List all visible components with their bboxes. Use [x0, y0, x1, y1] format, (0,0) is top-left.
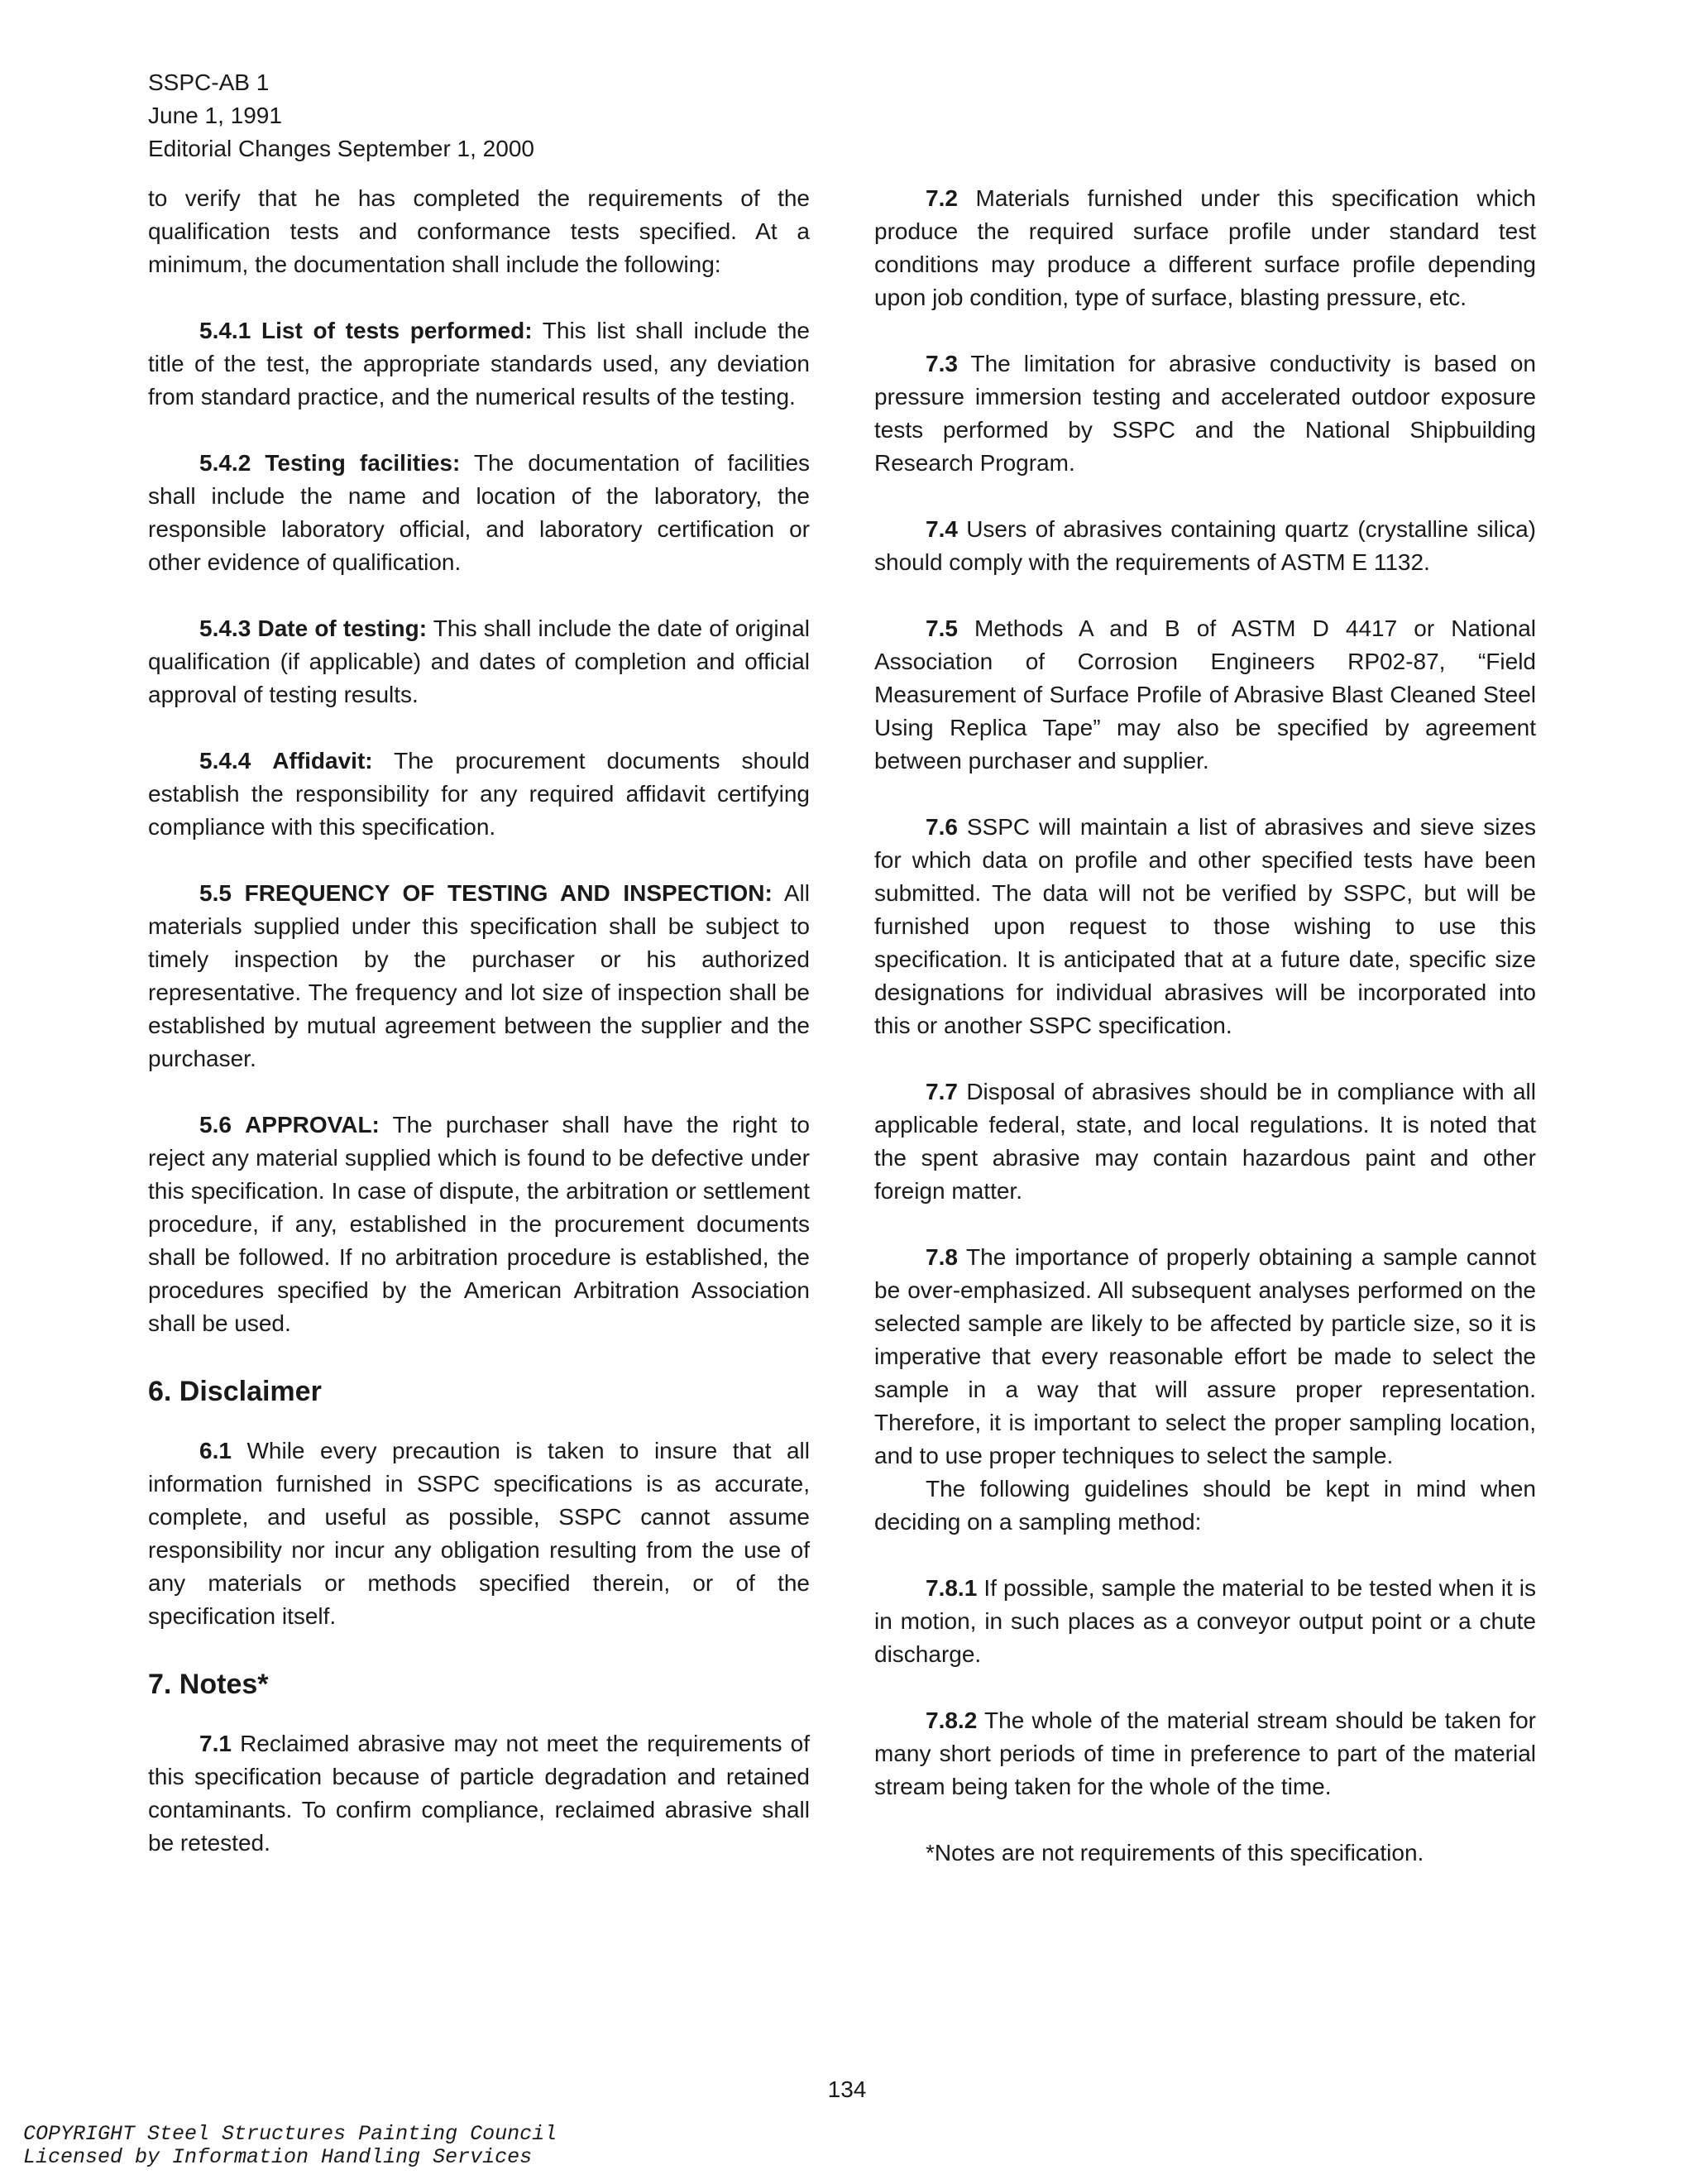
page-number: 134: [827, 2076, 867, 2102]
paragraph-7-8: [874, 1241, 1536, 1473]
section-number: 5.5: [199, 880, 232, 906]
section-head: APPROVAL:: [245, 1112, 380, 1138]
editorial-changes-date: Editorial Changes September 1, 2000: [148, 136, 534, 161]
paragraph-text: The importance of properly obtaining a sample cannot be over-emphasized. All subsequent analyses performed on the selected sample are likely to be affected by particle size, so it is imperative that every reasonable effort be made to select the sample in a way that will assure proper representation. Therefore, it is important to select the proper sampling location, and to use proper techniques to select the sample.: [874, 1244, 1536, 1468]
section-number: 7.1: [199, 1731, 232, 1756]
section-head: Testing facilities:: [265, 450, 461, 476]
section-number: 5.4.4: [199, 748, 251, 774]
paragraph-7-5: [874, 612, 1536, 778]
section-number: 7.4: [926, 516, 958, 542]
paragraph-5-6: [148, 1109, 810, 1340]
section-head: Date of testing:: [257, 615, 428, 641]
section-number: 7.2: [926, 185, 958, 211]
paragraph-text: Reclaimed abrasive may not meet the requirements of this specification because of particle degradation and retained contaminants. To confirm compliance, reclaimed abrasive shall be retested.: [148, 1731, 810, 1856]
paragraph-6-1: [148, 1434, 810, 1633]
paragraph-text: The documentation of facilities shall include the name and location of the laboratory, the responsible laboratory official, and laboratory certification or other evidence of qualification.: [148, 450, 811, 575]
paragraph-7-7: [874, 1075, 1536, 1208]
section-head: List of tests performed:: [261, 318, 533, 343]
paragraph-text: Disposal of abrasives should be in compliance with all applicable federal, state, and local regulations. It is noted that the spent abrasive may contain hazardous paint and other foreign matter.: [874, 1079, 1536, 1204]
section-6-heading: 6. Disclaimer: [148, 1376, 322, 1407]
paragraph-5-4-2: [148, 447, 810, 579]
right-column: [874, 182, 1536, 1870]
section-number: 7.8.2: [926, 1707, 978, 1733]
paragraph-text: Users of abrasives containing quartz (crystalline silica) should comply with the requirements of ASTM E 1132.: [874, 516, 1536, 575]
section-7-heading: 7. Notes*: [148, 1669, 269, 1700]
paragraph-5-4-4: [148, 745, 810, 844]
section-number: 5.4.3: [199, 615, 251, 641]
section-number: 5.6: [199, 1112, 232, 1138]
section-head: FREQUENCY OF TESTING AND INSPECTION:: [244, 880, 773, 906]
paragraph-text: If possible, sample the material to be tested when it is in motion, in such places as a conveyor output point or a chute discharge.: [874, 1575, 1536, 1667]
section-number: 7.5: [926, 615, 958, 641]
paragraph-text: This list shall include the title of the test, the appropriate standards used, any deviation from standard practice, and the numerical results of the testing.: [148, 318, 811, 410]
copyright-notice: [23, 2123, 557, 2169]
paragraph-7-3: [874, 347, 1536, 480]
paragraph-text: Materials furnished under this specification which produce the required surface profile under standard test conditions may produce a different surface profile depending upon job condition, type of surface, blasting pressure, etc.: [874, 185, 1536, 310]
section-number: 7.7: [926, 1079, 958, 1104]
paragraph-text: Methods A and B of ASTM D 4417 or National Association of Corrosion Engineers RP02-87, “Field Measurement of Surface Profile of Abrasive Blast Cleaned Steel Using Replica Tape” may also be specified by agreement between purchaser and supplier.: [874, 615, 1536, 774]
spec-date: June 1, 1991: [148, 103, 282, 128]
paragraph-7-6: [874, 811, 1536, 1042]
paragraph-text: The limitation for abrasive conductivity is based on pressure immersion testing and accelerated outdoor exposure tests performed by SSPC and the National Shipbuilding Research Program.: [874, 351, 1536, 476]
section-number: 7.8.1: [926, 1575, 978, 1601]
license-line: Licensed by Information Handling Services: [23, 2145, 533, 2169]
section-number: 7.6: [926, 814, 958, 840]
document-header: [148, 66, 534, 165]
paragraph-text: While every precaution is taken to insure that all information furnished in SSPC specifications is as accurate, complete, and useful as possible, SSPC cannot assume responsibility nor incur any obligation resulting from the use of any materials or methods specified therein, or of the specification itself.: [148, 1438, 810, 1629]
paragraph-text: This shall include the date of original qualification (if applicable) and dates of completion and official approval of testing results.: [148, 615, 811, 707]
section-head: Affidavit:: [272, 748, 373, 774]
paragraph-text: The procurement documents should establish the responsibility for any required affidavit certifying compliance with this specification.: [148, 748, 810, 840]
paragraph-5-5: [148, 877, 810, 1075]
paragraph-7-1: [148, 1727, 810, 1860]
section-number: 7.3: [926, 351, 958, 376]
paragraph-7-4: [874, 513, 1536, 579]
copyright-line: COPYRIGHT Steel Structures Painting Council: [23, 2122, 557, 2146]
section-number: 7.8: [926, 1244, 958, 1270]
paragraph-text: All materials supplied under this specification shall be subject to timely inspection by the purchaser or his authorized representative. The frequency and lot size of inspection shall be established by mutual agreement between the supplier and the purchaser.: [148, 880, 811, 1071]
section-number: 6.1: [199, 1438, 232, 1463]
paragraph-text: The whole of the material stream should be taken for many short periods of time in preference to part of the material stream being taken for the whole of the time.: [874, 1707, 1536, 1799]
paragraph-5-4-3: [148, 612, 810, 711]
intro-paragraph: to verify that he has completed the requirements of the qualification tests and conformance tests specified. At a minimum, the documentation shall include the following:: [148, 185, 810, 277]
paragraph-text: The purchaser shall have the right to reject any material supplied which is found to be defective under this specification. In case of dispute, the arbitration or settlement procedure, if any, established in the procurement documents shall be followed. If no arbitration procedure is established, the procedures specified by the American Arbitration Association shall be used.: [148, 1112, 810, 1336]
paragraph-text: SSPC will maintain a list of abrasives and sieve sizes for which data on profile and other specified tests have been submitted. The data will not be verified by SSPC, but will be furnished upon request to those wishing to use this specification. It is anticipated that at a future date, specific size designations for individual abrasives will be incorporated into this or another SSPC specification.: [874, 814, 1536, 1038]
section-number: 5.4.2: [199, 450, 251, 476]
paragraph-5-4-1: [148, 314, 810, 414]
paragraph-7-8-1: [874, 1572, 1536, 1671]
paragraph-7-2: [874, 182, 1536, 314]
section-number: 5.4.1: [199, 318, 251, 343]
spec-id: SSPC-AB 1: [148, 69, 270, 95]
paragraph-7-8-2: [874, 1704, 1536, 1803]
left-column: [148, 182, 810, 1893]
notes-footnote: *Notes are not requirements of this specification.: [926, 1840, 1424, 1866]
paragraph-7-8-guidelines: The following guidelines should be kept in mind when deciding on a sampling method:: [874, 1476, 1536, 1535]
